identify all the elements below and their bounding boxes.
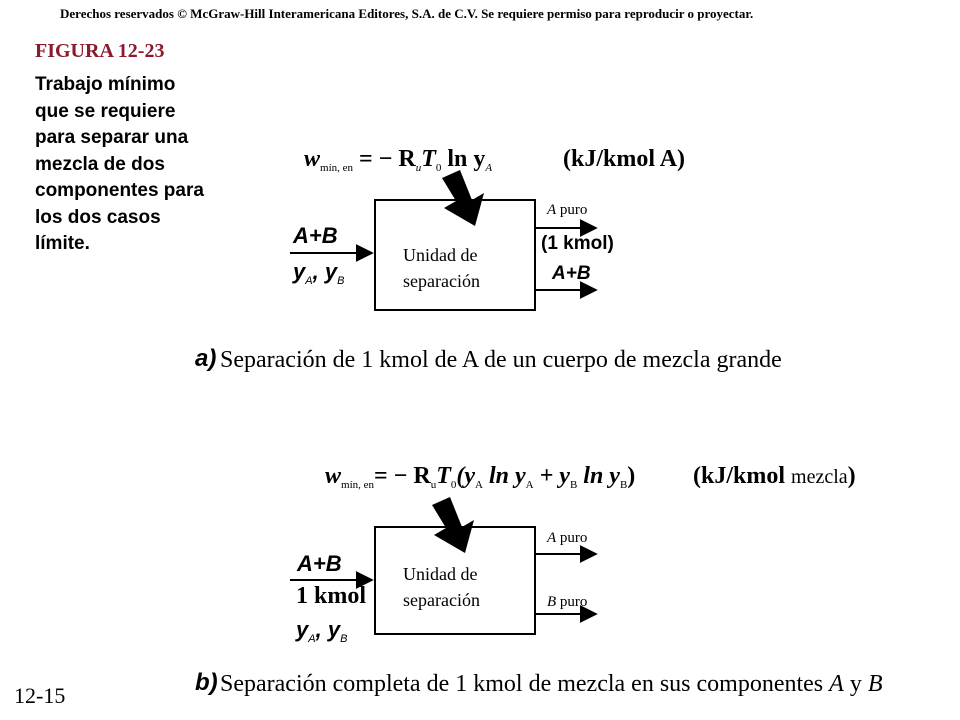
case-b-caption-main: Separación completa de 1 kmol de mezcla en sus componentes bbox=[220, 671, 830, 697]
input-a-y1: y bbox=[293, 259, 306, 284]
eq-b-a2: A bbox=[525, 479, 534, 491]
input-b-sub-b: B bbox=[340, 633, 348, 645]
eq-b-ln1: ln y bbox=[488, 463, 526, 489]
eq-b-a1: A bbox=[475, 479, 483, 491]
equation-a-units: (kJ/kmol A) bbox=[563, 146, 686, 172]
eq-b-rhs: = − R bbox=[374, 463, 431, 489]
eq-b-paren: (y bbox=[456, 463, 476, 489]
input-a-fractions bbox=[293, 259, 344, 285]
eq-a-u: u bbox=[415, 162, 422, 174]
eq-b-sub: mín, en bbox=[341, 479, 375, 491]
output-a-pure-label bbox=[547, 202, 587, 219]
case-b-caption-b: B bbox=[867, 671, 883, 697]
output-a-species: A bbox=[547, 202, 557, 218]
eq-b-units-open: (kJ/kmol bbox=[693, 463, 786, 489]
output-b-b-label bbox=[547, 594, 587, 611]
eq-b-ln2: ln y bbox=[577, 463, 620, 489]
input-b-mixture: A+B bbox=[297, 551, 342, 576]
eq-a-sub: mín, en bbox=[320, 162, 354, 174]
eq-b-u: u bbox=[430, 479, 437, 491]
eq-a-A: A bbox=[485, 162, 493, 174]
output-b-a-label bbox=[547, 530, 587, 547]
case-b-caption bbox=[220, 671, 882, 698]
eq-b-T: T bbox=[436, 463, 451, 489]
eq-b-close: ) bbox=[627, 463, 636, 489]
separation-unit-label-a: Unidad de separación bbox=[403, 245, 480, 291]
output-a-pure-text: puro bbox=[556, 202, 588, 218]
case-b-caption-and: y bbox=[843, 671, 868, 697]
input-a-sub-b: B bbox=[337, 275, 345, 287]
equation-b-units bbox=[693, 463, 856, 490]
case-a-caption: Separación de 1 kmol de A de un cuerpo de mezcla grande bbox=[220, 347, 782, 373]
input-b-y1: y bbox=[296, 617, 309, 642]
output-b-a-species: A bbox=[547, 530, 557, 546]
output-b-b-text: puro bbox=[556, 594, 588, 610]
figure-label: FIGURA 12-23 bbox=[35, 40, 165, 62]
eq-b-units-close: ) bbox=[847, 463, 856, 489]
input-b-sub-a: A bbox=[308, 633, 316, 645]
input-b-amount: 1 kmol bbox=[296, 583, 367, 609]
eq-a-T: T bbox=[421, 146, 436, 172]
figure-caption: Trabajo mínimo que se requiere para separar una mezcla de dos componentes para los dos casos límite. bbox=[35, 74, 204, 254]
input-a-sep: , y bbox=[312, 259, 338, 284]
eq-b-units-word: mezcla bbox=[791, 466, 848, 488]
case-b-tag: b) bbox=[195, 669, 218, 696]
input-b-sep: , y bbox=[315, 617, 341, 642]
output-a-amount: (1 kmol) bbox=[541, 233, 614, 254]
equation-b bbox=[325, 463, 635, 490]
equation-a bbox=[304, 146, 492, 173]
eq-b-b2: B bbox=[619, 479, 628, 491]
eq-a-w: w bbox=[304, 146, 321, 172]
eq-b-w: w bbox=[325, 463, 342, 489]
input-a-mixture: A+B bbox=[293, 223, 338, 248]
page-number: 12-15 bbox=[14, 683, 66, 708]
output-a-mixture: A+B bbox=[552, 263, 591, 284]
eq-b-b1: B bbox=[569, 479, 578, 491]
eq-a-ln: ln y bbox=[441, 146, 486, 172]
output-b-a-text: puro bbox=[556, 530, 588, 546]
input-a-sub-a: A bbox=[305, 275, 313, 287]
copyright-notice: Derechos reservados © McGraw-Hill Interamericana Editores, S.A. de C.V. Se requiere permiso para reproducir o proyectar. bbox=[60, 6, 754, 21]
eq-b-plus: + y bbox=[533, 463, 570, 489]
eq-a-rhs: = − R bbox=[359, 146, 416, 172]
case-a-tag: a) bbox=[195, 345, 217, 372]
separation-unit-label-b: Unidad de separación bbox=[403, 564, 480, 610]
input-b-fractions bbox=[296, 617, 347, 643]
eq-b-0: 0 bbox=[450, 479, 457, 491]
case-b-caption-a: A bbox=[829, 671, 844, 697]
output-b-b-species: B bbox=[547, 594, 557, 610]
eq-a-0: 0 bbox=[435, 162, 442, 174]
